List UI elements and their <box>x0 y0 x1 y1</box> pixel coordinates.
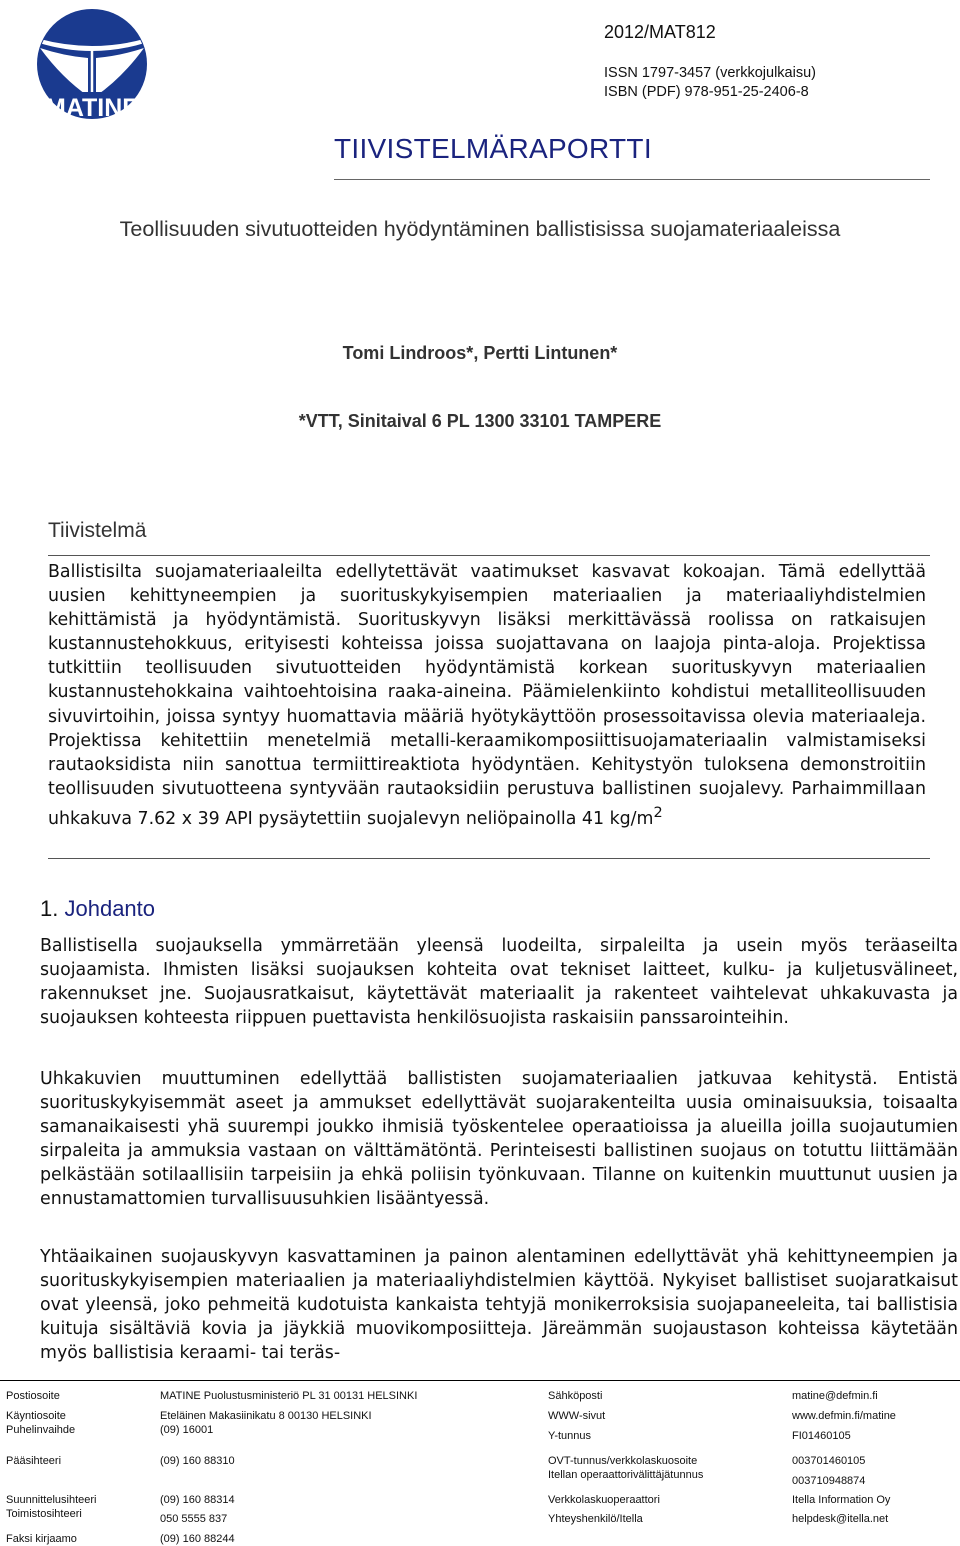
abstract-top-divider <box>48 555 930 556</box>
issn-block <box>604 64 816 102</box>
document-title: Teollisuuden sivutuotteiden hyödyntäminen ballistisissa suojamateriaaleissa <box>119 217 841 241</box>
matine-logo-emblem-icon <box>22 8 162 124</box>
section-heading-johdanto <box>40 896 155 922</box>
isbn-pdf: ISBN (PDF) 978-951-25-2406-8 <box>604 84 809 100</box>
footer-ovt: 003701460105 <box>792 1455 866 1467</box>
abstract-heading: Tiivistelmä <box>48 519 147 542</box>
logo-text: MATINE <box>45 94 139 122</box>
abstract-superscript: 2 <box>653 804 663 821</box>
footer-puhelinvaihde: (09) 16001 <box>160 1424 214 1436</box>
abstract-text: Ballistisilta suojamateriaaleilta edellytettävät vaatimukset kasvavat kokoajan. Tämä edellyttää uusien kehittyneempien ja suorituskykyisempien materiaalien ja materiaaliyhdistelmien kehittämistä ja hyödyntämistä. Suorituskyvyn lisäksi merkittävässä roolissa on ratkaisujen kustannustehokkuus, erityisesti kohteissa joissa suojattavana on laajoja pinta-aloja. Projektissa tutkittiin teollisuuden sivutuotteiden hyödyntämistä korkean suorituskyvyn materiaalien kustannustehokkaina vaihtoehtoisina raaka-aineina. Päämielenkiinto kohdistui metalliteollisuuden sivuvirtoihin, joissa syntyy huomattavia määriä hyötykäyttöön prosessoitavissa olevia materiaaleja. Projektissa kehitettiin menetelmiä metalli-keraamikomposiittisuojamateriaalin valmistamiseksi rautaoksidista niin sanottua termiittireaktiota hyödyntäen. Kehitystyön tuloksena demonstroitiin teollisuuden sivutuotteena syntyvään rautaoksidiin perustuva ballistinen suojalevy. Parhaimmillaan uhkakuva 7.62 x 39 API pysäytettiin suojalevyn neliöpainolla 41 kg/m <box>48 562 926 829</box>
footer-label-yhteyshenkilo: Yhteyshenkilö/Itella <box>548 1513 643 1525</box>
footer-suunnittelusihteeri: (09) 160 88314 <box>160 1494 235 1506</box>
abstract-bottom-divider <box>48 858 930 859</box>
footer-paasihteeri: (09) 160 88310 <box>160 1455 235 1467</box>
footer-divider <box>0 1380 960 1381</box>
footer-label-suunnittelusihteeri: Suunnittelusihteeri <box>6 1494 97 1506</box>
footer-label-paasihteeri: Pääsihteeri <box>6 1455 62 1467</box>
footer-yhteyshenkilo[interactable]: helpdesk@itella.net <box>792 1513 889 1525</box>
header-divider <box>334 179 930 180</box>
body-paragraph: Uhkakuvien muuttuminen edellyttää ballististen suojamateriaalien jatkuvaa kehitystä. Entistä suorituskykyisemmät aseet ja ammukset edellyttävät suojarakenteilta uusia ominaisuuksia, toisaalta samanaikaisesti yhä suurempi joukko ihmisiä työskentelee operaatioissa ja alueilla joilla suojautumien sirpaleita ja ammuksia vastaan on välttämätöntä. Perinteisesti ballistinen suojaus on totuttu liittämään pelkästään sotilaallisiin tarpeisiin ja ehkä poliisin työnkuvaan. Tilanne on kuitenkin muuttunut uusien ja ennustamattomien turvallisuusuhkien lisääntyessä. <box>40 1069 958 1210</box>
footer-label-ytunnus: Y-tunnus <box>548 1430 592 1442</box>
abstract-body <box>48 560 926 831</box>
footer-label-ovt: OVT-tunnus/verkkolaskuosoite <box>548 1455 698 1467</box>
footer-label-puhelinvaihde: Puhelinvaihde <box>6 1424 76 1436</box>
footer-www[interactable]: www.defmin.fi/matine <box>792 1410 896 1422</box>
footer-label-toimistosihteeri: Toimistosihteeri <box>6 1508 82 1520</box>
footer-kayntiosoite: Eteläinen Makasiinikatu 8 00130 HELSINKI <box>160 1410 372 1422</box>
footer-label-faksi: Faksi kirjaamo <box>6 1533 77 1545</box>
footer-toimistosihteeri: 050 5555 837 <box>160 1513 228 1525</box>
footer-ytunnus: FI01460105 <box>792 1430 851 1442</box>
footer-postiosoite: MATINE Puolustusministeriö PL 31 00131 HELSINKI <box>160 1390 418 1402</box>
report-type-heading: TIIVISTELMÄRAPORTTI <box>334 133 652 164</box>
footer-label-itella-operator: Itellan operaattorivälittäjätunnus <box>548 1469 704 1481</box>
authors: Tomi Lindroos*, Pertti Lintunen* <box>342 343 618 363</box>
section-number: 1. <box>40 896 59 921</box>
footer-itella-operator: 003710948874 <box>792 1475 866 1487</box>
document-code: 2012/MAT812 <box>604 22 716 42</box>
affiliation: *VTT, Sinitaival 6 PL 1300 33101 TAMPERE <box>298 411 662 431</box>
footer-label-www: WWW-sivut <box>548 1410 606 1422</box>
footer-label-verkkolasku: Verkkolaskuoperaattori <box>548 1494 660 1506</box>
footer-sahkoposti[interactable]: matine@defmin.fi <box>792 1390 878 1402</box>
footer-faksi: (09) 160 88244 <box>160 1533 235 1545</box>
footer-label-sahkoposti: Sähköposti <box>548 1390 603 1402</box>
body-paragraph: Yhtäaikainen suojauskyvyn kasvattaminen ja painon alentaminen edellyttävät yhä kehittyneempien ja suorituskykyisempien materiaalien ja materiaaliyhdistelmien käyttöä. Nykyiset ballistiset suojaratkaisut ovat yleensä, joko pehmeitä kudotuista kankaista tehtyjä monikerroksisia suojapaneeleita, tai ballistisia kuituja sisältäviä kovia ja jäykkiä muovikomposiitteja. Järeämmän suojaustason kohteissa käytetään myös ballistisia keraami- tai teräs- <box>40 1247 958 1364</box>
section-title: Johdanto <box>64 896 156 921</box>
footer-label-postiosoite: Postiosoite <box>6 1390 60 1402</box>
matine-logo <box>22 8 162 124</box>
body-paragraph: Ballistisella suojauksella ymmärretään yleensä luodeilta, sirpaleilta ja usein myös teräaseilta suojaamista. Ihmisten lisäksi suojauksen kohteita ovat tekniset laitteet, kulku- ja kuljetusvälineet, rakennukset jne. Suojausratkaisut, käytettävät materiaalit ja rakenteet vaihtelevat uhkakuvasta ja suojauksen kohteesta riippuen puettavista henkilösuojista raskaisiin panssarointeihin. <box>40 936 958 1029</box>
footer-verkkolasku: Itella Information Oy <box>792 1494 891 1506</box>
issn-online: ISSN 1797-3457 (verkkojulkaisu) <box>604 65 816 81</box>
footer-label-kayntiosoite: Käyntiosoite <box>6 1410 66 1422</box>
